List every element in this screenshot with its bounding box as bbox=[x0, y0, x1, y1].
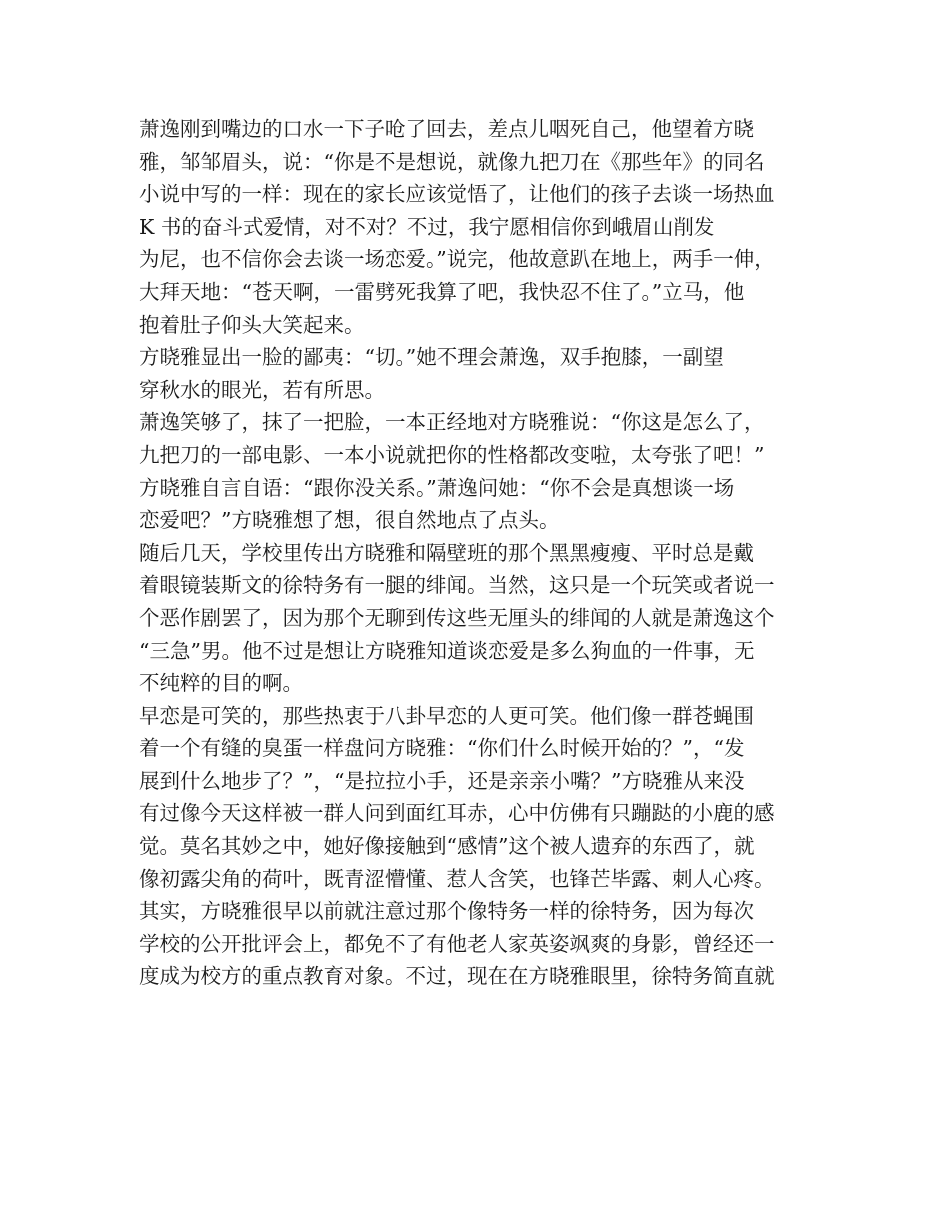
text-line: 方晓雅自言自语：“跟你没关系。”萧逸问她：“你不会是真想谈一场 bbox=[139, 475, 735, 500]
text-line: 其实，方晓雅很早以前就注意过那个像特务一样的徐特务，因为每次 bbox=[139, 899, 754, 924]
text-line: 大拜天地：“苍天啊，一雷劈死我算了吧，我快忍不住了。”立马，他 bbox=[139, 279, 745, 304]
text-line: 萧逸刚到嘴边的口水一下子呛了回去，差点儿咽死自己，他望着方晓 bbox=[139, 117, 754, 141]
text-line: 萧逸笑够了，抹了一把脸，一本正经地对方晓雅说：“你这是怎么了， bbox=[139, 410, 765, 435]
text-line: 觉。莫名其妙之中，她好像接触到“感情”这个被人遗弃的东西了，就 bbox=[139, 834, 755, 859]
text-line: 像初露尖角的荷叶，既青涩懵懂、惹人含笑，也锋芒毕露、刺人心疼。 bbox=[139, 866, 775, 891]
text-line: 不纯粹的目的啊。 bbox=[139, 671, 303, 696]
text-line: 雅，邹邹眉头，说：“你是不是想说，就像九把刀在《那些年》的同名 bbox=[139, 149, 765, 174]
text-line: 恋爱吧？”方晓雅想了想，很自然地点了点头。 bbox=[139, 508, 560, 533]
text-line: 着一个有缝的臭蛋一样盘问方晓雅：“你们什么时候开始的？”，“发 bbox=[139, 736, 745, 761]
text-line: 九把刀的一部电影、一本小说就把你的性格都改变啦，太夸张了吧！” bbox=[139, 442, 765, 467]
body-text bbox=[139, 113, 829, 993]
text-line: 为尼，也不信你会去谈一场恋爱。”说完，他故意趴在地上，两手一伸， bbox=[139, 247, 775, 272]
text-line: 随后几天，学校里传出方晓雅和隔壁班的那个黑黑瘦瘦、平时总是戴 bbox=[139, 540, 754, 565]
text-line: 早恋是可笑的，那些热衷于八卦早恋的人更可笑。他们像一群苍蝇围 bbox=[139, 703, 754, 728]
text-line: 穿秋水的眼光，若有所思。 bbox=[139, 377, 385, 402]
text-line: “三急”男。他不过是想让方晓雅知道谈恋爱是多么狗血的一件事，无 bbox=[139, 638, 755, 663]
text-line: 有过像今天这样被一群人问到面红耳赤，心中仿佛有只蹦跶的小鹿的感 bbox=[139, 801, 775, 826]
text-line: 度成为校方的重点教育对象。不过，现在在方晓雅眼里，徐特务简直就 bbox=[139, 964, 775, 989]
text-line: 学校的公开批评会上，都免不了有他老人家英姿飒爽的身影，曾经还一 bbox=[139, 931, 775, 956]
text-line: 个恶作剧罢了，因为那个无聊到传这些无厘头的绯闻的人就是萧逸这个 bbox=[139, 605, 775, 630]
text-line: K 书的奋斗式爱情，对不对？不过，我宁愿相信你到峨眉山削发 bbox=[139, 214, 715, 239]
text-line: 小说中写的一样：现在的家长应该觉悟了，让他们的孩子去谈一场热血 bbox=[139, 182, 775, 207]
text-line: 抱着肚子仰头大笑起来。 bbox=[139, 312, 365, 337]
text-line: 着眼镜装斯文的徐特务有一腿的绯闻。当然，这只是一个玩笑或者说一 bbox=[139, 573, 775, 598]
text-line: 方晓雅显出一脸的鄙夷：“切。”她不理会萧逸，双手抱膝，一副望 bbox=[139, 345, 724, 370]
text-line: 展到什么地步了？”，“是拉拉小手，还是亲亲小嘴？”方晓雅从来没 bbox=[139, 768, 745, 793]
